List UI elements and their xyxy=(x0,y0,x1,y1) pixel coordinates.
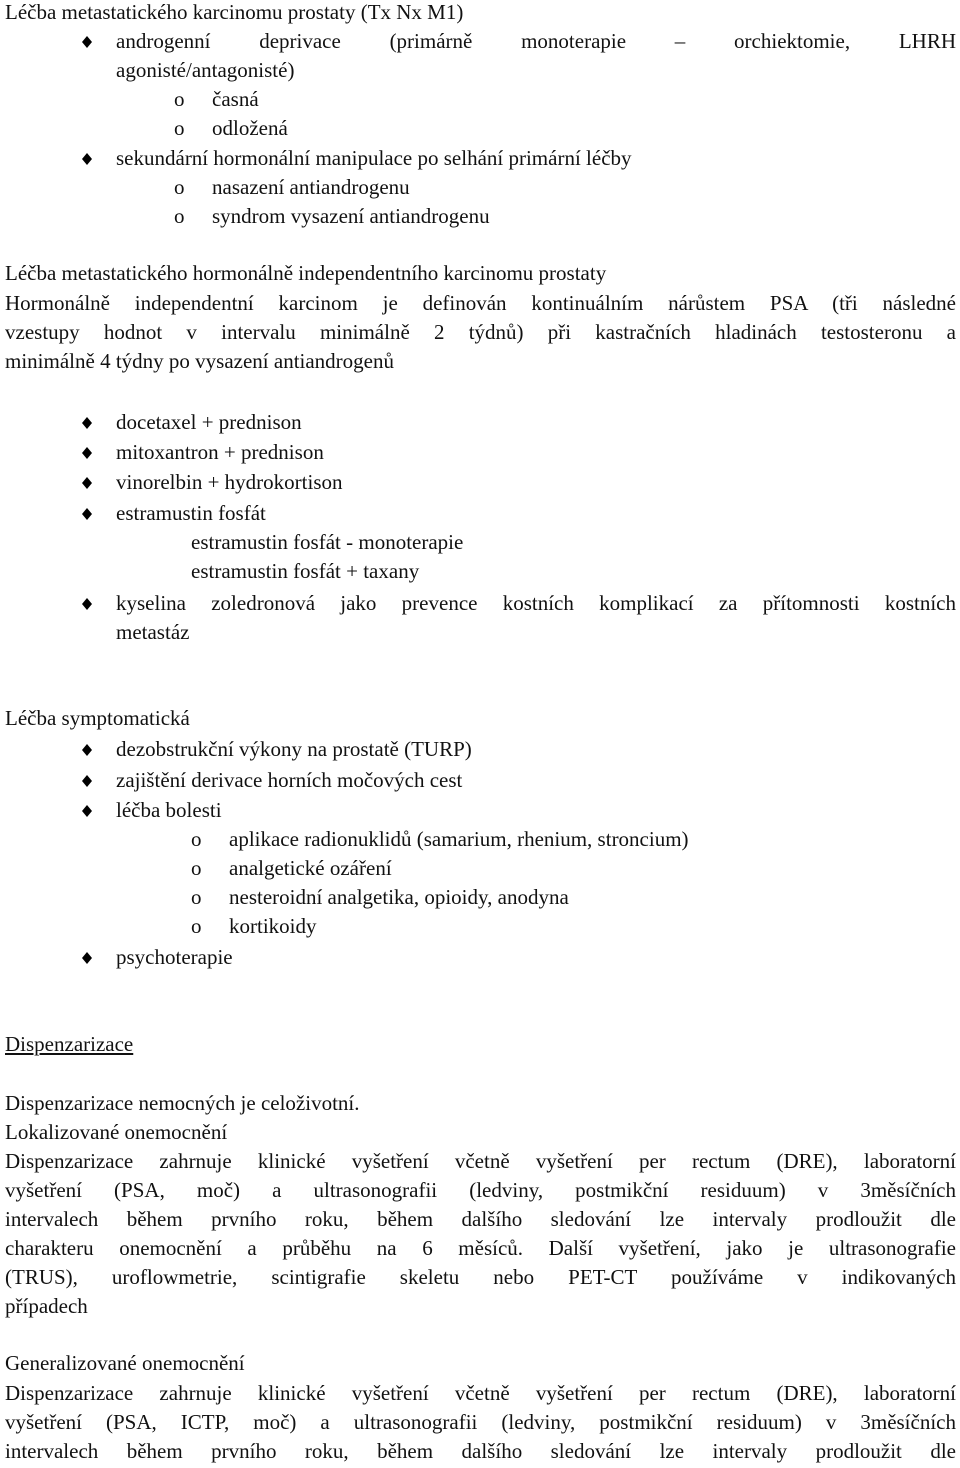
sub-list-item: odložená xyxy=(212,116,288,140)
sub-marker: o xyxy=(191,856,202,880)
section-title: Léčba symptomatická xyxy=(5,706,190,730)
section-heading: Dispenzarizace xyxy=(5,1032,134,1056)
diamond-bullet-icon xyxy=(80,438,94,467)
paragraph-line: případech xyxy=(5,1294,88,1318)
paragraph-line: vyšetření (PSA, ICTP, moč) a ultrasonografii (ledviny, postmikční residuum) v 3měsíčních xyxy=(5,1410,956,1434)
sub-list-item: estramustin fosfát + taxany xyxy=(191,559,420,583)
sub-marker: o xyxy=(174,87,185,111)
paragraph-line: Dispenzarizace nemocných je celoživotní. xyxy=(5,1091,360,1115)
sub-list-item: nasazení antiandrogenu xyxy=(212,175,410,199)
list-item-continuation: metastáz xyxy=(116,620,190,644)
paragraph-line: charakteru onemocnění a průběhu na 6 měsíců. Další vyšetření, jako je ultrasonografie xyxy=(5,1236,956,1260)
subsection-title: Lokalizované onemocnění xyxy=(5,1120,228,1144)
diamond-bullet-icon xyxy=(80,27,94,56)
sub-marker: o xyxy=(174,175,185,199)
paragraph-line: Dispenzarizace zahrnuje klinické vyšetření včetně vyšetření per rectum (DRE), laboratorní xyxy=(5,1149,956,1173)
sub-marker: o xyxy=(191,914,202,938)
sub-list-item: analgetické ozáření xyxy=(229,856,392,880)
paragraph-line: Dispenzarizace zahrnuje klinické vyšetření včetně vyšetření per rectum (DRE), laboratorní xyxy=(5,1381,956,1405)
section-title: Léčba metastatického hormonálně independentního karcinomu prostaty xyxy=(5,261,607,285)
list-item-text: dezobstrukční výkony na prostatě (TURP) xyxy=(116,737,472,761)
list-item-text: sekundární hormonální manipulace po selhání primární léčby xyxy=(116,146,632,170)
sub-marker: o xyxy=(174,204,185,228)
section-title: Léčba metastatického karcinomu prostaty (Tx Nx M1) xyxy=(5,0,464,24)
list-item-text: vinorelbin + hydrokortison xyxy=(116,470,343,494)
sub-marker: o xyxy=(174,116,185,140)
list-item-text: docetaxel + prednison xyxy=(116,410,302,434)
diamond-bullet-icon xyxy=(80,943,94,972)
diamond-bullet-icon xyxy=(80,766,94,795)
paragraph-line: minimálně 4 týdny po vysazení antiandrogenů xyxy=(5,349,394,373)
list-item-text: androgenní deprivace (primárně monoterapie – orchiektomie, LHRH xyxy=(116,29,956,53)
paragraph-line: vzestupy hodnot v intervalu minimálně 2 týdnů) při kastračních hladinách testosteronu a xyxy=(5,320,956,344)
sub-marker: o xyxy=(191,885,202,909)
paragraph-line: intervalech během prvního roku, během dalšího sledování lze intervaly prodloužit dle xyxy=(5,1207,956,1231)
diamond-bullet-icon xyxy=(80,499,94,528)
diamond-bullet-icon xyxy=(80,796,94,825)
list-item-continuation: agonisté/antagonisté) xyxy=(116,58,295,82)
diamond-bullet-icon xyxy=(80,408,94,437)
sub-list-item: kortikoidy xyxy=(229,914,317,938)
sub-marker: o xyxy=(191,827,202,851)
list-item-text: léčba bolesti xyxy=(116,798,222,822)
list-item-text: psychoterapie xyxy=(116,945,233,969)
subsection-title: Generalizované onemocnění xyxy=(5,1351,245,1375)
paragraph-line: (TRUS), uroflowmetrie, scintigrafie skeletu nebo PET-CT používáme v indikovaných xyxy=(5,1265,956,1289)
diamond-bullet-icon xyxy=(80,735,94,764)
list-item-text: estramustin fosfát xyxy=(116,501,266,525)
sub-list-item: nesteroidní analgetika, opioidy, anodyna xyxy=(229,885,569,909)
paragraph-line: vyšetření (PSA, moč) a ultrasonografii (ledviny, postmikční residuum) v 3měsíčních xyxy=(5,1178,956,1202)
diamond-bullet-icon xyxy=(80,589,94,618)
sub-list-item: estramustin fosfát - monoterapie xyxy=(191,530,464,554)
sub-list-item: syndrom vysazení antiandrogenu xyxy=(212,204,490,228)
paragraph-line: Hormonálně independentní karcinom je definován kontinuálním nárůstem PSA (tři následné xyxy=(5,291,956,315)
diamond-bullet-icon xyxy=(80,144,94,173)
sub-list-item: aplikace radionuklidů (samarium, rhenium, stroncium) xyxy=(229,827,689,851)
list-item-text: mitoxantron + prednison xyxy=(116,440,324,464)
paragraph-line: intervalech během prvního roku, během dalšího sledování lze intervaly prodloužit dle xyxy=(5,1439,956,1463)
list-item-text: zajištění derivace horních močových cest xyxy=(116,768,463,792)
sub-list-item: časná xyxy=(212,87,259,111)
diamond-bullet-icon xyxy=(80,468,94,497)
list-item-text: kyselina zoledronová jako prevence kostních komplikací za přítomnosti kostních xyxy=(116,591,956,615)
